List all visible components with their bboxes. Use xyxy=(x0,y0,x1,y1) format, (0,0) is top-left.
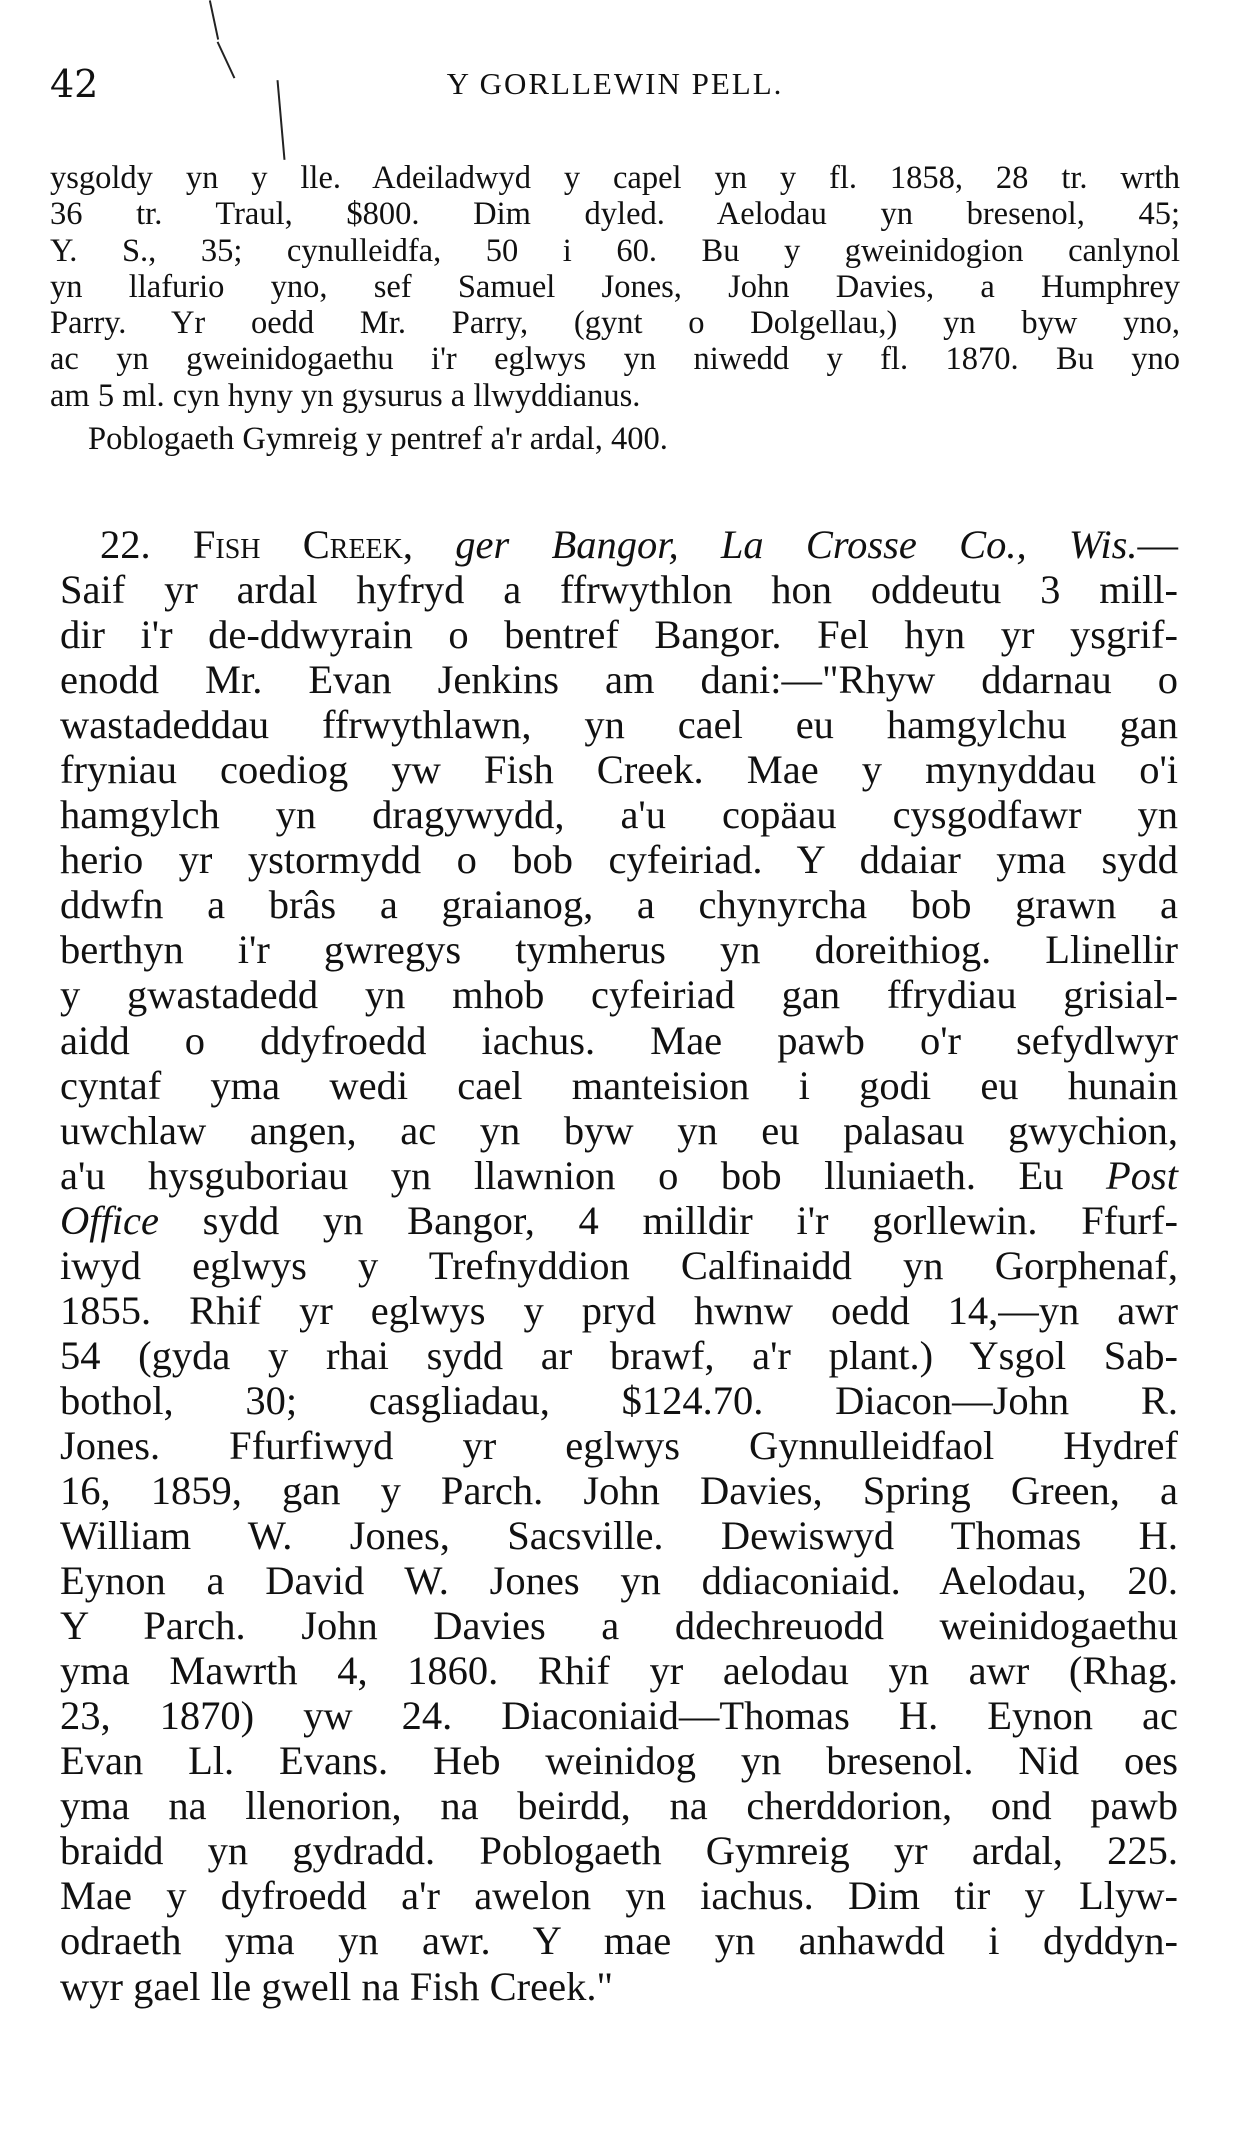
italic-office: Office xyxy=(60,1197,159,1243)
text-line: berthyn i'r gwregys tymherus yn doreithiog. Llinellir xyxy=(60,927,1178,973)
text-line: hamgylch yn dragywydd, a'u copäau cysgodfawr yn xyxy=(60,792,1178,838)
text-line: braidd yn gydradd. Poblogaeth Gymreig yr ardal, 225. xyxy=(60,1828,1178,1874)
text-segment: a'u hysguboriau yn llawnion o bob lluniaeth. Eu xyxy=(60,1152,1064,1198)
italic-post: Post xyxy=(1106,1152,1179,1198)
text-line: wyr gael lle gwell na Fish Creek." xyxy=(60,1963,614,2009)
text-line: am 5 ml. cyn hyny yn gysurus a llwyddianus. xyxy=(50,377,641,414)
text-line: Y Parch. John Davies a ddechreuodd weinidogaethu xyxy=(60,1603,1178,1649)
text-line: Mae y dyfroedd a'r awelon yn iachus. Dim tir y Llyw- xyxy=(60,1873,1178,1919)
population-note: Poblogaeth Gymreig y pentref a'r ardal, 400. xyxy=(88,421,668,458)
text-line: 16, 1859, gan y Parch. John Davies, Spring Green, a xyxy=(60,1467,1178,1513)
text-line: wastadeddau ffrwythlawn, yn cael eu hamgylchu gan xyxy=(60,702,1178,748)
text-line: herio yr ystormydd o bob cyfeiriad. Y ddaiar yma sydd xyxy=(60,837,1178,883)
text-line: yn llafurio yno, sef Samuel Jones, John Davies, a Humphrey xyxy=(50,268,1180,305)
text-line: aidd o ddyfroedd iachus. Mae pawb o'r sefydlwyr xyxy=(60,1017,1178,1063)
running-head: Y GORLLEWIN PELL. xyxy=(446,66,784,101)
pencil-stroke-mark xyxy=(209,0,219,40)
text-line: enodd Mr. Evan Jenkins am dani:—"Rhyw ddarnau o xyxy=(60,657,1178,703)
text-line: uwchlaw angen, ac yn byw yn eu palasau gwychion, xyxy=(60,1107,1178,1153)
text-line: bothol, 30; casgliadau, $124.70. Diacon—John R. xyxy=(60,1377,1178,1423)
text-line: dir i'r de-ddwyrain o bentref Bangor. Fel hyn yr ysgrif- xyxy=(60,612,1178,658)
text-line: Evan Ll. Evans. Heb weinidog yn bresenol. Nid oes xyxy=(60,1738,1178,1784)
text-segment: sydd yn Bangor, 4 milldir i'r gorllewin. Ffurf- xyxy=(158,1197,1178,1243)
text-line: 23, 1870) yw 24. Diaconiaid—Thomas H. Eynon ac xyxy=(60,1693,1178,1739)
text-line: yma na llenorion, na beirdd, na cherddorion, ond pawb xyxy=(60,1783,1178,1829)
place-name: Fish Creek, xyxy=(192,522,413,567)
text-line: ysgoldy yn y lle. Adeiladwyd y capel yn y fl. 1858, 28 tr. wrth xyxy=(50,160,1180,196)
text-line: iwyd eglwys y Trefnyddion Calfinaidd yn Gorphenaf, xyxy=(60,1242,1178,1288)
text-line: odraeth yma yn awr. Y mae yn anhawdd i dyddyn- xyxy=(60,1918,1178,1964)
text-line: ac yn gweinidogaethu i'r eglwys yn niwedd y fl. 1870. Bu yno xyxy=(50,341,1180,378)
text-line: 54 (gyda y rhai sydd ar brawf, a'r plant.) Ysgol Sab- xyxy=(60,1332,1178,1378)
text-line: ddwfn a brâs a graianog, a chynyrcha bob grawn a xyxy=(60,882,1178,928)
section-heading xyxy=(60,522,1178,567)
place-location: ger Bangor, La Crosse Co., Wis. xyxy=(455,522,1138,567)
section-number: 22. xyxy=(100,522,151,567)
page-header xyxy=(50,62,1180,110)
text-line: Eynon a David W. Jones yn ddiaconiaid. Aelodau, 20. xyxy=(60,1558,1178,1604)
text-line: 1855. Rhif yr eglwys y pryd hwnw oedd 14,—yn awr xyxy=(60,1287,1178,1333)
text-line: William W. Jones, Sacsville. Dewiswyd Thomas H. xyxy=(60,1513,1178,1559)
text-line: Y. S., 35; cynulleidfa, 50 i 60. Bu y gweinidogion canlynol xyxy=(50,232,1180,269)
heading-dash: — xyxy=(1137,522,1179,567)
page-number: 42 xyxy=(50,62,99,106)
text-line: yma Mawrth 4, 1860. Rhif yr aelodau yn awr (Rhag. xyxy=(60,1648,1178,1694)
text-line: fryniau coediog yw Fish Creek. Mae y mynyddau o'i xyxy=(60,747,1178,793)
section-22 xyxy=(60,522,1178,2009)
text-line: y gwastadedd yn mhob cyfeiriad gan ffrydiau grisial- xyxy=(60,972,1178,1018)
text-line: Parry. Yr oedd Mr. Parry, (gynt o Dolgellau,) yn byw yno, xyxy=(50,305,1180,342)
text-line: cyntaf yma wedi cael manteision i godi eu hunain xyxy=(60,1062,1178,1108)
text-line xyxy=(60,1198,1178,1243)
text-line: Saif yr ardal hyfryd a ffrwythlon hon oddeutu 3 mill- xyxy=(60,567,1178,613)
section-21-continuation xyxy=(50,160,1180,458)
text-line xyxy=(60,1153,1178,1198)
text-line: 36 tr. Traul, $800. Dim dyled. Aelodau yn bresenol, 45; xyxy=(50,196,1180,233)
text-line: Jones. Ffurfiwyd yr eglwys Gynnulleidfaol Hydref xyxy=(60,1422,1178,1468)
